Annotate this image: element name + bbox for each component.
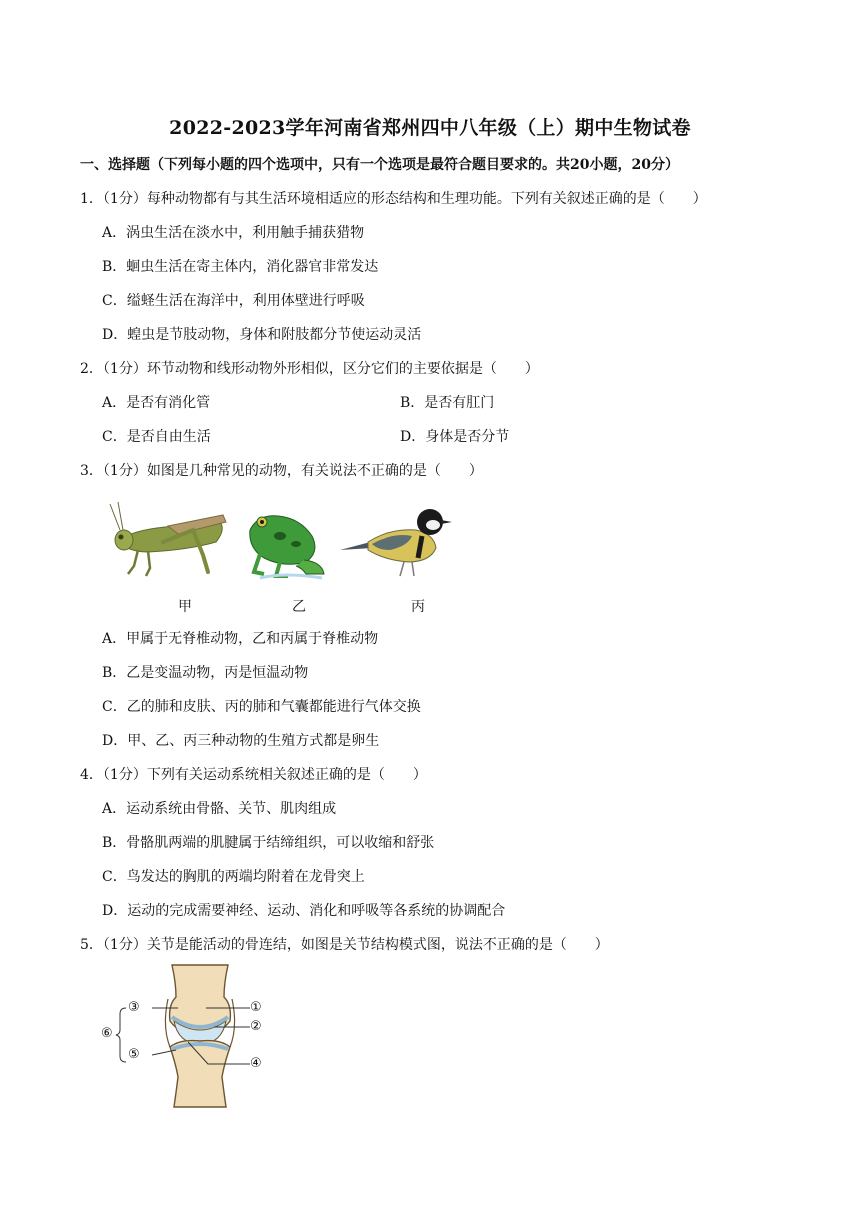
question-3-option-d: D．甲、乙、丙三种动物的生殖方式都是卵生 <box>102 733 380 749</box>
question-3-option-a: A．甲属于无脊椎动物，乙和丙属于脊椎动物 <box>102 631 379 647</box>
question-4-option-b: B．骨骼肌两端的肌腱属于结缔组织，可以收缩和舒张 <box>102 835 435 851</box>
question-2-option-a: A．是否有消化管 <box>102 395 211 411</box>
joint-label-6: ⑥ <box>101 1026 113 1041</box>
figure-label-bing: 丙 <box>411 599 425 615</box>
figure-label-jia: 甲 <box>178 599 192 615</box>
joint-label-1: ① <box>250 1000 262 1015</box>
question-2-text: 2．（1分）环节动物和线形动物外形相似，区分它们的主要依据是（ ） <box>80 361 539 377</box>
question-2-option-b: B．是否有肛门 <box>400 395 495 411</box>
question-4-option-a: A．运动系统由骨骼、关节、肌肉组成 <box>102 801 337 817</box>
joint-label-5: ⑤ <box>128 1047 140 1062</box>
section-header: 一、选择题（下列每小题的四个选项中，只有一个选项是最符合题目要求的。共20小题，20分） <box>80 157 679 173</box>
question-3-text: 3．（1分）如图是几种常见的动物，有关说法不正确的是（ ） <box>80 463 483 479</box>
question-4-text: 4．（1分）下列有关运动系统相关叙述正确的是（ ） <box>80 767 427 783</box>
question-4-option-d: D．运动的完成需要神经、运动、消化和呼吸等各系统的协调配合 <box>102 903 506 919</box>
page-title: 2022-2023学年河南省郑州四中八年级（上）期中生物试卷 <box>169 117 691 139</box>
question-1-option-a: A．涡虫生活在淡水中，利用触手捕获猎物 <box>102 225 365 241</box>
bird-image <box>338 500 456 580</box>
question-2-option-c: C．是否自由生活 <box>102 429 211 445</box>
question-3-option-c: C．乙的肺和皮肤、丙的肺和气囊都能进行气体交换 <box>102 699 421 715</box>
question-2-option-d: D．身体是否分节 <box>400 429 510 445</box>
joint-label-3: ③ <box>128 1000 140 1015</box>
question-5-text: 5．（1分）关节是能活动的骨连结，如图是关节结构模式图，说法不正确的是（ ） <box>80 937 609 953</box>
question-1-option-d: D．蝗虫是节肢动物，身体和附肢都分节使运动灵活 <box>102 327 422 343</box>
question-1-option-b: B．蛔虫生活在寄主体内，消化器官非常发达 <box>102 259 379 275</box>
figure-label-yi: 乙 <box>292 599 306 615</box>
joint-label-4: ④ <box>250 1056 262 1071</box>
question-3-option-b: B．乙是变温动物，丙是恒温动物 <box>102 665 309 681</box>
grasshopper-image <box>108 500 233 580</box>
frog-image <box>240 502 330 582</box>
question-4-option-c: C．鸟发达的胸肌的两端均附着在龙骨突上 <box>102 869 365 885</box>
joint-label-2: ② <box>250 1019 262 1034</box>
question-1-text: 1．（1分）每种动物都有与其生活环境相适应的形态结构和生理功能。下列有关叙述正确的是（ ） <box>80 191 707 207</box>
question-1-option-c: C．缢蛏生活在海洋中，利用体壁进行呼吸 <box>102 293 365 309</box>
